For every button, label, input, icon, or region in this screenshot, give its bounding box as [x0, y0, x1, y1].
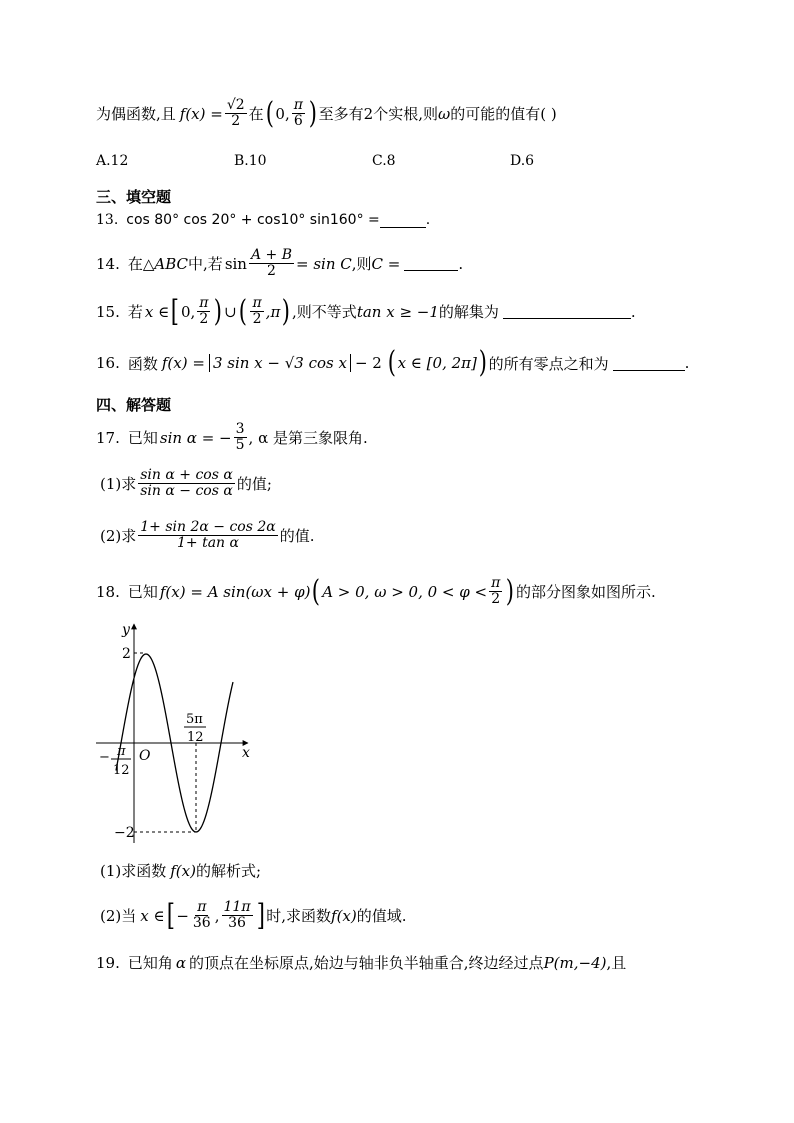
- q15-union: ∪: [224, 302, 237, 321]
- q12-interval-den: 6: [293, 113, 303, 130]
- left-root-den: 12: [113, 763, 130, 778]
- q19-text-a: 已知角: [127, 954, 173, 972]
- option-a[interactable]: A.12: [96, 153, 129, 169]
- q17-p1-fraction: [138, 468, 235, 500]
- q18-p2-mid: 时,求函数: [266, 907, 332, 926]
- q19-point: P(m,−4): [543, 953, 607, 972]
- q18-text-a: 已知: [127, 583, 158, 602]
- q16-text-b: 的所有零点之和为: [488, 354, 609, 373]
- q18-cond-num: π: [491, 575, 501, 591]
- right-label-num: 5π: [186, 712, 203, 727]
- q15-l1: 0,: [180, 302, 196, 321]
- q12-stem-line: [96, 95, 698, 131]
- max-value-label: 2: [122, 646, 131, 662]
- q17-p1-den: sin α − cos α: [140, 483, 233, 500]
- right-label-den: 12: [187, 730, 204, 745]
- q19-text-c: ,且: [606, 954, 627, 972]
- q14-text-a: 在: [127, 255, 143, 274]
- q18-p2-right-den: 36: [228, 915, 246, 932]
- q17-line: [96, 422, 698, 454]
- min-value-label: −2: [114, 825, 135, 841]
- q17-part1: [100, 468, 698, 500]
- q17-text-b: , α 是第三象限角.: [248, 429, 368, 448]
- q14-answer-blank[interactable]: [404, 256, 458, 271]
- q15-frac1-num: π: [199, 295, 209, 311]
- q16-paren-left: (: [387, 345, 396, 380]
- q17-frac-den: 5: [235, 437, 245, 454]
- origin-label: O: [139, 748, 151, 764]
- q18-part1: [100, 860, 698, 881]
- q16-answer-blank[interactable]: [613, 356, 685, 371]
- q15-frac2-num: π: [252, 295, 262, 311]
- q17-frac-num: 3: [235, 421, 245, 437]
- q15-answer-blank[interactable]: [503, 304, 631, 319]
- left-root-minus: −: [99, 750, 110, 765]
- q15-text-a: 若: [127, 303, 143, 322]
- q18-cond-fraction: [489, 576, 502, 608]
- q18-p2-left-den: 36: [192, 915, 211, 932]
- q18-p2-right-num: 11π: [223, 899, 251, 915]
- q12-text-b: 在: [248, 105, 264, 124]
- q15-text-c: 的解集为: [438, 303, 499, 322]
- q18-number: 18.: [96, 582, 120, 601]
- q14-c: C =: [371, 254, 401, 273]
- q15-line: 15. 若 x ∈ [ 0, $\frac{\pi}{2}$ ) ∪ ( $\frac{\pi}{2}$ ,π ) ,则不等式 tan x ≥ −1 的解集为 .: [96, 293, 636, 329]
- q18-p2-tail: 的值域.: [356, 907, 407, 926]
- q18-p2-right-fraction: [222, 900, 253, 932]
- q17-part2: [100, 520, 698, 552]
- q17-p2-tail: 的值.: [279, 527, 315, 546]
- q12-interval-num: π: [293, 97, 303, 113]
- q18-p2-label: (2)当: [100, 907, 137, 926]
- q12-frac-num: √2: [226, 97, 245, 113]
- x-axis-label: x: [242, 745, 250, 761]
- q16-text-a: 函数: [127, 354, 158, 373]
- q14-text-b: 中,若: [188, 255, 223, 274]
- q12-omega: ω: [437, 104, 451, 123]
- q18-part2: [100, 897, 698, 933]
- q14-rhs: = sin C: [296, 254, 352, 273]
- q15-fraction-2: [250, 296, 263, 328]
- q15-inequality: tan x ≥ −1: [356, 302, 439, 321]
- q14-triangle: △ABC: [142, 254, 189, 273]
- q15-number: 15.: [96, 302, 120, 321]
- q15-fraction-1: [197, 296, 210, 328]
- q12-frac-den: 2: [231, 113, 241, 130]
- q12-paren-left: (: [265, 95, 274, 131]
- left-root-num: π: [117, 744, 126, 759]
- q16-line: 16. 函数 f(x) = 3 sin x − √3 cos x − 2 ( x ∈ [0, 2π] ) 的所有零点之和为 .: [96, 345, 690, 380]
- q16-abs: 3 sin x − √3 cos x: [209, 354, 351, 372]
- q19-number: 19.: [96, 953, 120, 972]
- q12-text-d: 个实根,则: [373, 105, 438, 124]
- q17-p1-label: (1)求: [100, 475, 137, 494]
- q18-p2-bracket-left: [: [166, 897, 175, 933]
- q14-line: 14. 在 △ABC 中,若 sin $\frac{A + B}{2}$ = sin C ,则 C = .: [96, 247, 464, 280]
- q17-p2-label: (2)求: [100, 527, 137, 546]
- q15-frac2-den: 2: [252, 311, 262, 328]
- q15-text-b: ,则不等式: [292, 303, 357, 322]
- option-b[interactable]: B.10: [234, 153, 267, 169]
- sine-graph: [96, 618, 266, 848]
- q17-sin: sin α = −: [159, 428, 232, 447]
- option-c[interactable]: C.8: [372, 153, 396, 169]
- q18-p1-tail: 的解析式;: [195, 862, 262, 880]
- q17-number: 17.: [96, 428, 120, 447]
- q18-p2-left-num: π: [197, 899, 207, 915]
- q16-number: 16.: [96, 354, 120, 372]
- q14-sin: sin: [224, 254, 247, 273]
- q18-line: [96, 573, 698, 609]
- q12-interval-fraction: [292, 98, 305, 130]
- q15-paren-3: ): [282, 293, 291, 329]
- q18-text-b: 的部分图象如图所示.: [516, 583, 656, 602]
- q15-r2: ,π: [265, 302, 281, 321]
- q17-p2-fraction: [138, 520, 277, 552]
- q16-domain: x ∈ [0, 2π]: [397, 354, 477, 372]
- section-fill-in-title: 三、填空题: [96, 188, 172, 206]
- q18-p2-fx: f(x): [331, 906, 357, 925]
- q18-p2-x: x ∈: [140, 906, 165, 925]
- q15-paren-1: ): [214, 293, 223, 329]
- q18-paren-right: ): [506, 573, 515, 609]
- q14-text-c: ,则: [351, 255, 372, 274]
- q12-fraction: [225, 98, 247, 130]
- q14-frac-num: A + B: [250, 247, 292, 263]
- q18-p2-bracket-right: ]: [256, 897, 265, 933]
- q18-p1-label: (1)求函数: [100, 862, 167, 880]
- q12-text-c: 至多有: [318, 105, 364, 124]
- q18-p2-left-fraction: [191, 900, 213, 932]
- q13-expression: cos 80° cos 20° + cos10° sin160° =: [126, 212, 380, 228]
- q17-fraction: [234, 422, 247, 454]
- q15-x-in: x ∈: [144, 302, 170, 321]
- q12-text-a: 为偶函数,且: [96, 105, 176, 124]
- q12-fx: f(x) =: [179, 104, 223, 123]
- q13-answer-blank[interactable]: [380, 213, 426, 228]
- q13-line: 13. cos 80° cos 20° + cos10° sin160° = .: [96, 212, 431, 228]
- q16-fx: f(x) =: [161, 354, 205, 372]
- q19-line: [96, 952, 698, 973]
- q18-p2-minus: −: [176, 906, 189, 925]
- q14-fraction: [249, 248, 294, 280]
- y-axis-label: y: [122, 622, 130, 638]
- q14-frac-den: 2: [267, 263, 276, 280]
- q16-paren-right: ): [478, 345, 487, 380]
- q17-text-a: 已知: [127, 429, 158, 448]
- q14-number: 14.: [96, 254, 120, 273]
- q18-cond-den: 2: [491, 591, 501, 608]
- q19-alpha: α: [175, 953, 187, 972]
- q17-p2-den: 1+ tan α: [177, 535, 239, 552]
- q18-condition: A > 0, ω > 0, 0 < φ <: [322, 582, 488, 601]
- section-solution-title: 四、解答题: [96, 396, 172, 414]
- q12-count: 2: [363, 104, 374, 123]
- q12-interval-left: 0,: [275, 104, 290, 123]
- q15-frac1-den: 2: [199, 311, 209, 328]
- q19-text-b: 的顶点在坐标原点,始边与轴非负半轴重合,终边经过点: [189, 954, 544, 972]
- q12-paren-right: ): [308, 95, 317, 131]
- q15-bracket-left: [: [170, 293, 180, 329]
- q16-minus2: − 2: [354, 354, 382, 372]
- q13-number: 13.: [96, 212, 119, 228]
- option-d[interactable]: D.6: [510, 153, 535, 169]
- q17-p1-tail: 的值;: [236, 475, 272, 494]
- q18-p1-fx: f(x): [170, 861, 196, 880]
- q18-p2-comma: ,: [214, 906, 220, 925]
- q15-paren-2: (: [238, 293, 247, 329]
- q18-fx: f(x) = A sin(ωx + φ): [159, 582, 311, 601]
- q17-p1-num: sin α + cos α: [140, 467, 233, 483]
- q12-text-e: 的可能的值有( ): [450, 105, 557, 124]
- q18-paren-left: (: [312, 573, 321, 609]
- q17-p2-num: 1+ sin 2α − cos 2α: [140, 519, 276, 535]
